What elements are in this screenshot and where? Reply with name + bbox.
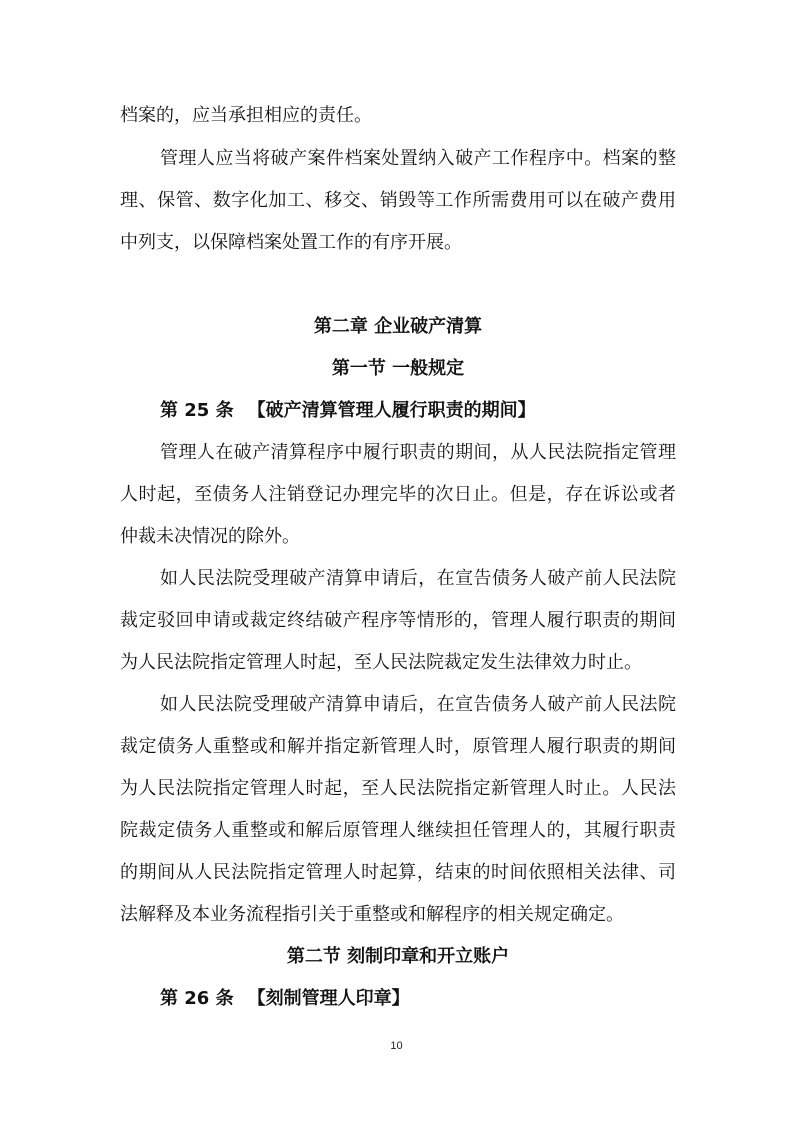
paragraph-line: 档案的，应当承担相应的责任。 (120, 105, 372, 126)
paragraph-line: 仲裁未决情况的除外。 (120, 526, 300, 547)
paragraph-line: 的期间从人民法院指定管理人时起算，结束的时间依照相关法律、司 (120, 862, 676, 883)
paragraph-line: 为人民法院指定管理人时起，至人民法院指定新管理人时止。人民法 (120, 778, 676, 799)
paragraph-line: 中列支，以保障档案处置工作的有序开展。 (120, 232, 462, 253)
chapter-title: 第二章 企业破产清算 (313, 316, 483, 337)
article-heading (160, 987, 410, 1011)
paragraph-line: 管理人应当将破产案件档案处置纳入破产工作程序中。档案的整 (160, 148, 676, 169)
article-number: 第 26 条 (160, 988, 234, 1009)
paragraph-line: 裁定驳回申请或裁定终结破产程序等情形的，管理人履行职责的期间 (120, 610, 676, 631)
paragraph-line: 裁定债务人重整或和解并指定新管理人时，原管理人履行职责的期间 (120, 736, 676, 757)
section-title: 第二节 刻制印章和开立账户 (286, 946, 510, 967)
paragraph-line: 如人民法院受理破产清算申请后，在宣告债务人破产前人民法院 (160, 694, 676, 715)
paragraph-line: 理、保管、数字化加工、移交、销毁等工作所需费用可以在破产费用 (120, 190, 676, 211)
page-number: 10 (390, 1040, 403, 1052)
paragraph-line: 管理人在破产清算程序中履行职责的期间，从人民法院指定管理 (160, 442, 676, 463)
article-title: 【破产清算管理人履行职责的期间】 (247, 400, 536, 421)
paragraph-line: 为人民法院指定管理人时起，至人民法院裁定发生法律效力时止。 (120, 652, 642, 673)
article-heading (160, 399, 536, 423)
paragraph-line: 人时起，至债务人注销登记办理完毕的次日止。但是，存在诉讼或者 (120, 484, 676, 505)
section-title: 第一节 一般规定 (331, 358, 465, 379)
paragraph-line: 法解释及本业务流程指引关于重整或和解程序的相关规定确定。 (120, 904, 624, 925)
paragraph-line: 如人民法院受理破产清算申请后，在宣告债务人破产前人民法院 (160, 568, 676, 589)
paragraph-line: 院裁定债务人重整或和解后原管理人继续担任管理人的，其履行职责 (120, 820, 676, 841)
article-title: 【刻制管理人印章】 (247, 988, 410, 1009)
article-number: 第 25 条 (160, 400, 234, 421)
